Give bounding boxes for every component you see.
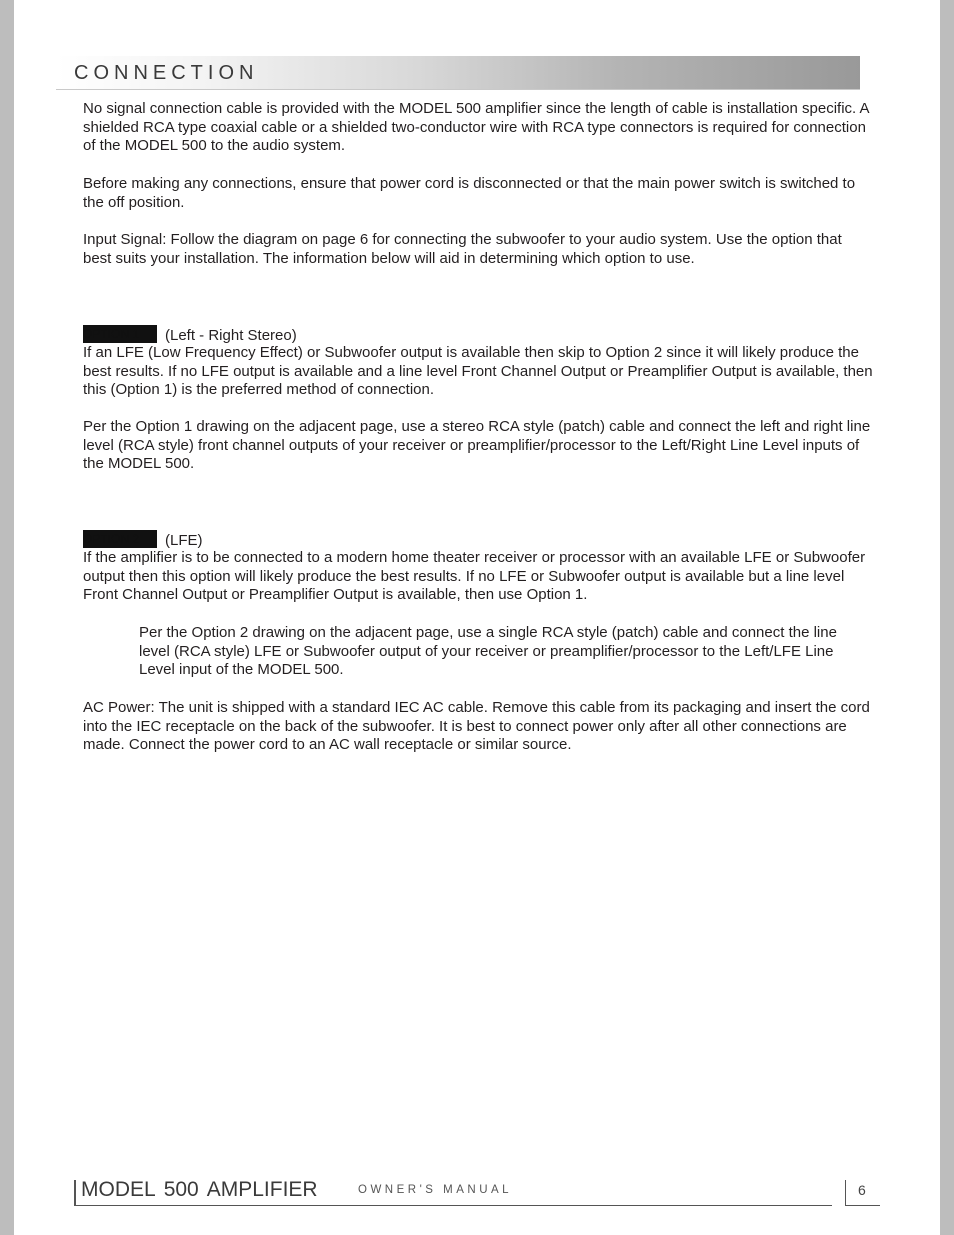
- left-margin-bar: [0, 0, 14, 1235]
- footer-brand-number: 500: [163, 1178, 199, 1201]
- option1-subtitle: (Left - Right Stereo): [165, 327, 297, 344]
- footer-brand-product: AMPLIFIER: [206, 1178, 318, 1201]
- option1-description: If an LFE (Low Frequency Effect) or Subwoofer output is available then skip to Option 2 since it will likely produce the best results. If no LFE output is available and a line level Front Channel Output or Preamplifier Output is available, then this (Option 1) is the preferred method of connection.: [83, 344, 873, 399]
- option2-label: OPTION 2: [83, 530, 157, 548]
- safety-paragraph: Before making any connections, ensure that power cord is disconnected or that the main power switch is switched to the off position.: [83, 175, 856, 211]
- option2-description: If the amplifier is to be connected to a modern home theater receiver or processor with an available LFE or Subwoofer output then this option will likely produce the best results. If no LFE or Subwoofer output is available but a line level Front Channel Output or Preamplifier Output is available, then use Option 1.: [83, 549, 866, 604]
- ac-power-paragraph: AC Power: The unit is shipped with a standard IEC AC cable. Remove this cable from its packaging and insert the cord into the IEC receptacle on the back of the subwoofer. It is best to connect power only after all other connections are made. Connect the power cord to an AC wall receptacle or similar source.: [83, 699, 870, 754]
- right-margin-bar: [940, 0, 954, 1235]
- footer-brand: [81, 1177, 318, 1203]
- option2-heading: [83, 530, 203, 551]
- option2-instructions: Per the Option 2 drawing on the adjacent page, use a single RCA style (patch) cable and connect the line level (RCA style) LFE or Subwoofer output of your receiver or preamplifier/processor to the Left/LFE Line Level input of the MODEL 500.: [139, 624, 837, 679]
- footer-left-tick: [74, 1180, 76, 1206]
- section-header-rule: [56, 89, 860, 90]
- footer-brand-model: MODEL: [81, 1178, 156, 1201]
- option1-instructions: Per the Option 1 drawing on the adjacent page, use a stereo RCA style (patch) cable and connect the left and right line level (RCA style) front channel outputs of your receiver or preamplifier/processor to the Left/Right Line Level inputs of the MODEL 500.: [83, 418, 871, 473]
- page-number: 6: [858, 1182, 866, 1198]
- option1-label: OPTION 1: [83, 325, 157, 343]
- footer-page-tick: [845, 1180, 846, 1206]
- section-title: CONNECTION: [74, 62, 259, 84]
- input-signal-paragraph: Input Signal: Follow the diagram on page 6 for connecting the subwoofer to your audio system. Use the option that best suits your installation. The information below will aid in determining which option to use.: [83, 231, 842, 267]
- option1-heading: [83, 325, 297, 346]
- intro-paragraph: No signal connection cable is provided with the MODEL 500 amplifier since the length of cable is installation specific. A shielded RCA type coaxial cable or a shielded two-conductor wire with RCA type connectors is required for connection of the MODEL 500 to the audio system.: [83, 100, 869, 155]
- footer-page-rule: [845, 1205, 880, 1206]
- footer-rule: [74, 1205, 832, 1206]
- option2-subtitle: (LFE): [165, 532, 203, 549]
- footer-manual-label: OWNER'S MANUAL: [358, 1184, 513, 1196]
